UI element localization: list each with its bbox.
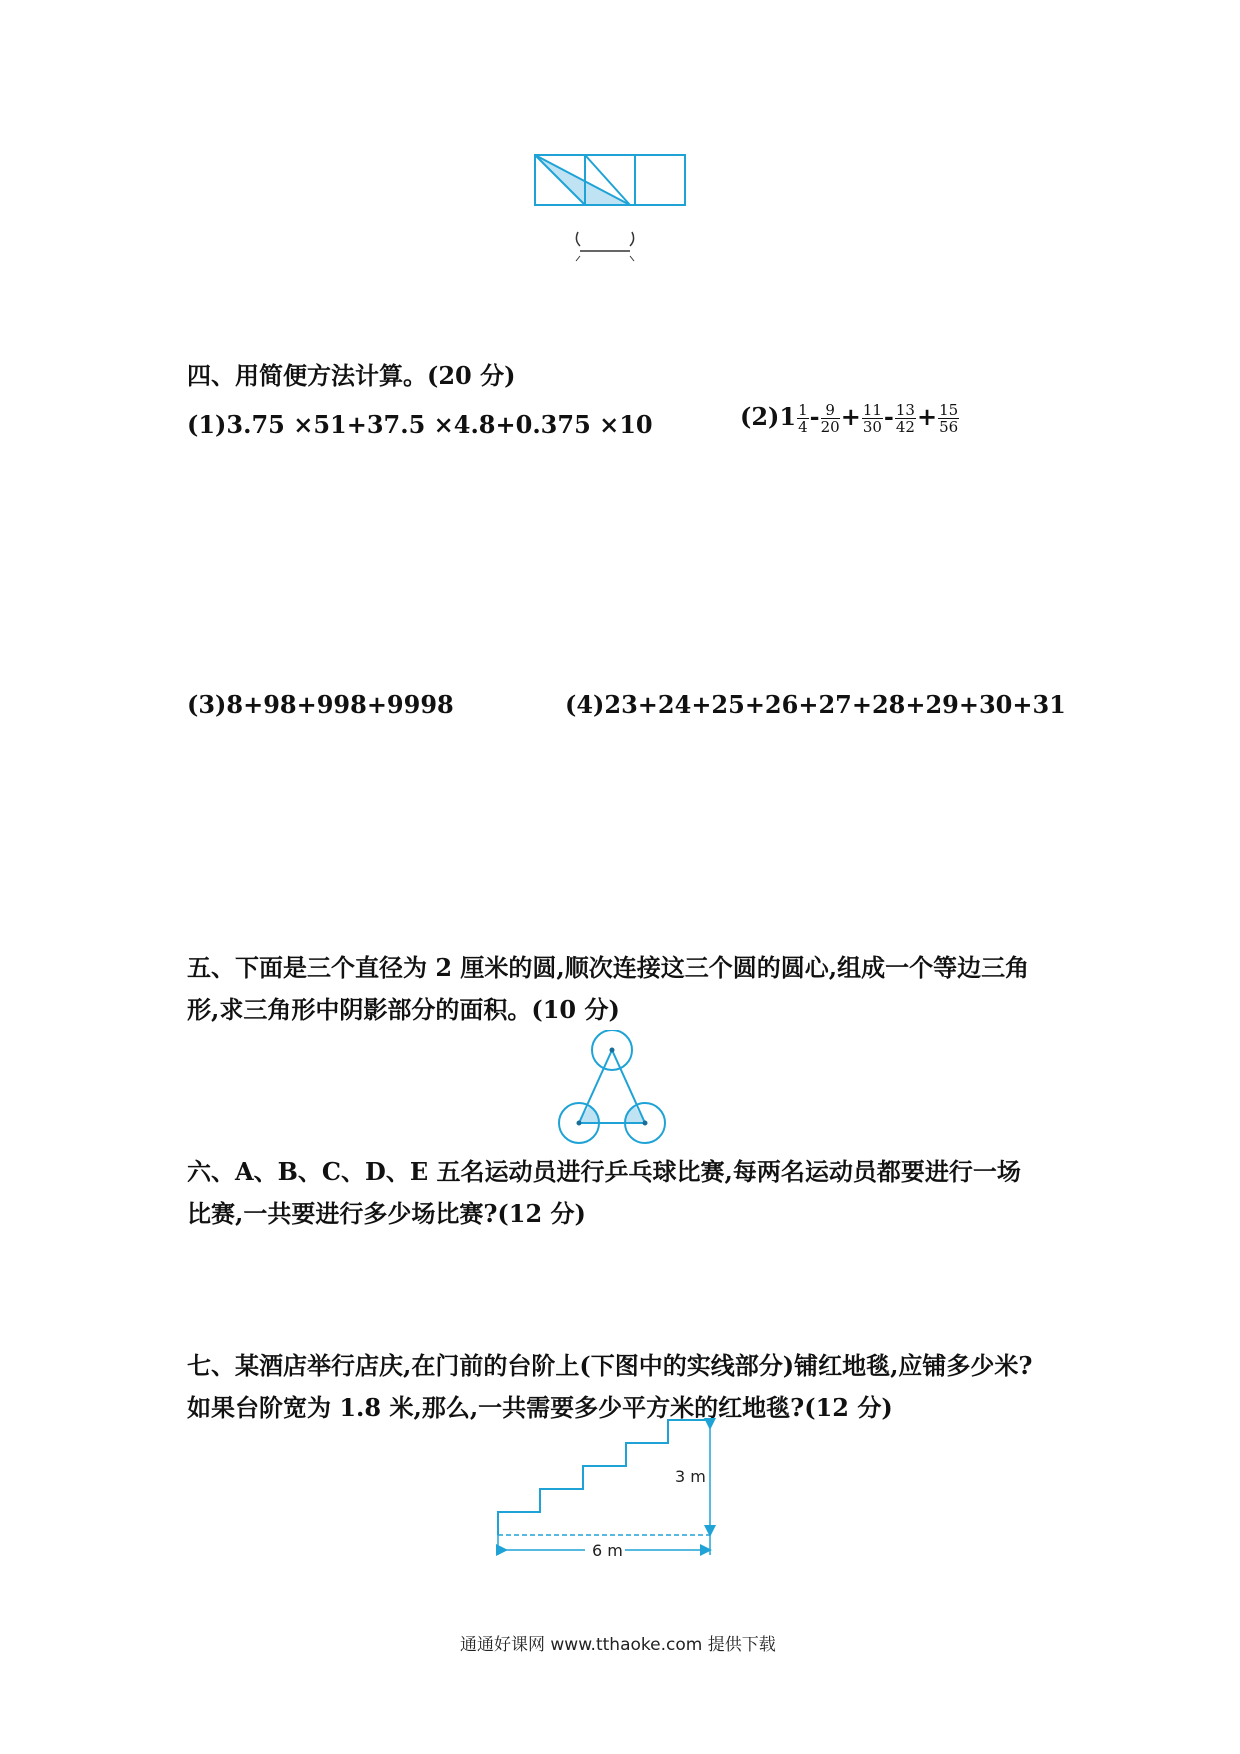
operator-3: - — [883, 402, 894, 431]
section4-heading: 四、用简便方法计算。(20 分) — [187, 361, 516, 390]
section6-line1: 六、A、B、C、D、E 五名运动员进行乒乓球比赛,每两名运动员都要进行一场 — [187, 1157, 1021, 1186]
problem-2 — [740, 402, 960, 435]
operator-1: - — [809, 402, 820, 431]
section7-line2: 如果台阶宽为 1.8 米,那么,一共需要多少平方米的红地毯?(12 分) — [187, 1393, 893, 1422]
section7-line1: 七、某酒店举行店庆,在门前的台阶上(下图中的实线部分)铺红地毯,应铺多少米? — [187, 1351, 1033, 1380]
operator-4: + — [916, 402, 938, 431]
three-circles-figure — [555, 1030, 690, 1155]
section5-line2: 形,求三角形中阴影部分的面积。(10 分) — [187, 995, 620, 1024]
fraction-figure — [530, 150, 710, 270]
fraction-5: $\frac{15}{56}$ — [939, 401, 959, 436]
section5-line1: 五、下面是三个直径为 2 厘米的圆,顺次连接这三个圆的圆心,组成一个等边三角 — [187, 953, 1030, 982]
fraction-1: $\frac{1}{4}$ — [798, 401, 808, 436]
problem-2-prefix: (2)1 — [740, 402, 797, 431]
fraction-4: $\frac{13}{42}$ — [895, 401, 915, 436]
problem-1: (1)3.75 ×51+37.5 ×4.8+0.375 ×10 — [187, 410, 653, 439]
fraction-2: $\frac{9}{20}$ — [820, 401, 840, 436]
problem-4: (4)23+24+25+26+27+28+29+30+31 — [565, 690, 1066, 719]
staircase-figure — [490, 1410, 760, 1570]
section6-line2: 比赛,一共要进行多少场比赛?(12 分) — [187, 1199, 586, 1228]
fraction-3: $\frac{11}{30}$ — [862, 401, 882, 436]
problem-3: (3)8+98+998+9998 — [187, 690, 454, 719]
height-label: 3 m — [675, 1467, 706, 1486]
width-label: 6 m — [592, 1541, 623, 1560]
operator-2: + — [840, 402, 861, 431]
footer: 通通好课网 www.tthaoke.com 提供下载 — [460, 1635, 776, 1655]
